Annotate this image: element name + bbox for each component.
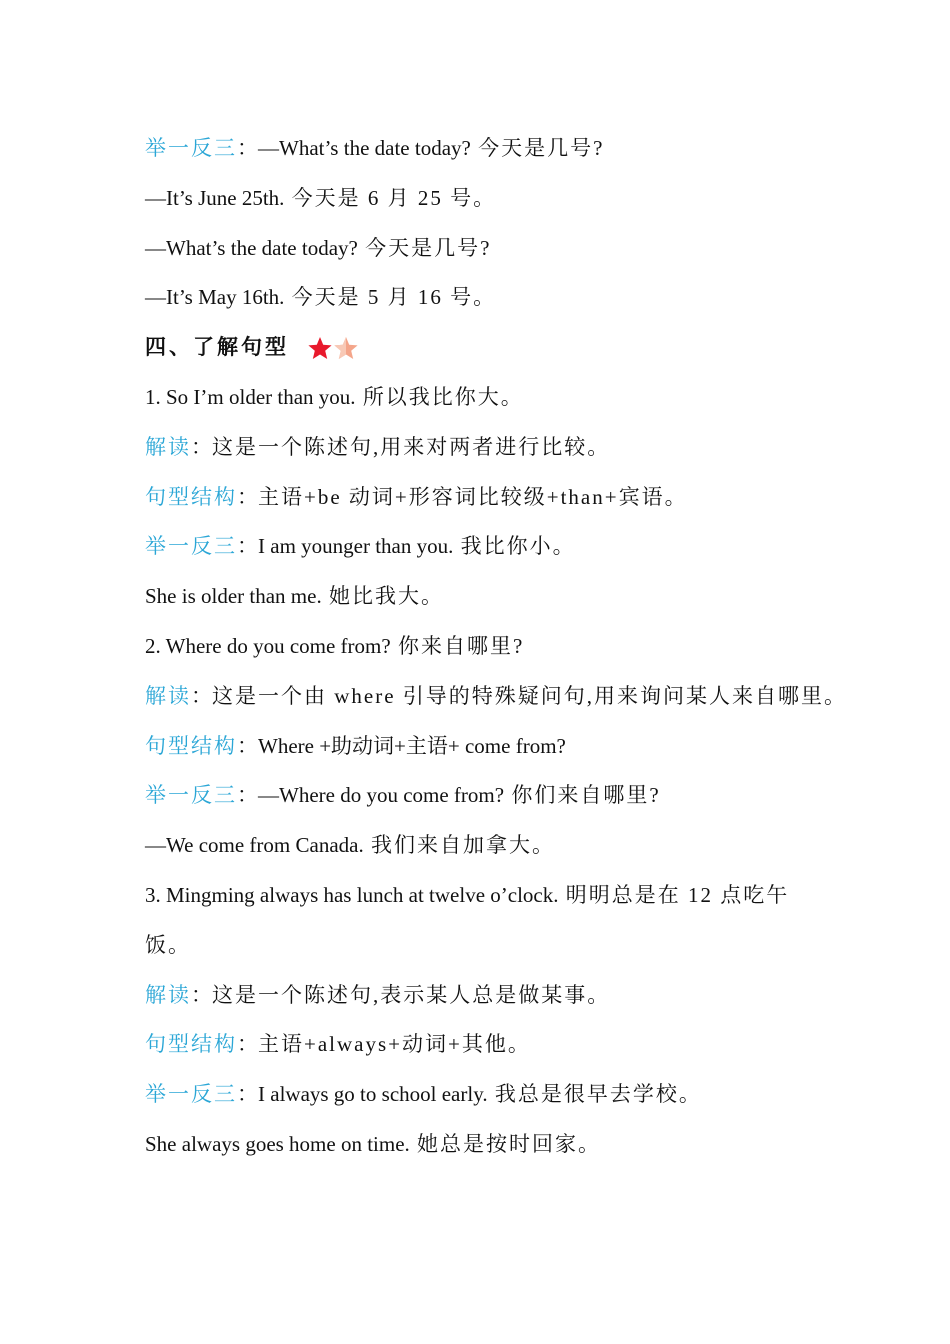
explanation-line — [145, 423, 825, 473]
chinese-text: 今天是几号? — [357, 235, 492, 260]
separator: ： — [191, 434, 212, 459]
label-explanation: 解读 — [145, 434, 191, 459]
structure-line — [145, 473, 825, 523]
chinese-text: 我总是很早去学校。 — [487, 1082, 702, 1107]
label-practice: 举一反三 — [145, 136, 237, 160]
structure-line — [145, 1020, 825, 1070]
label-structure: 句型结构 — [145, 484, 237, 509]
separator: ： — [237, 783, 258, 808]
star-filled-icon — [307, 336, 333, 360]
chinese-text: 我们来自加拿大。 — [363, 833, 555, 858]
example-line — [145, 572, 825, 622]
english-text: I am younger than you. — [258, 534, 454, 559]
example-line — [145, 1070, 825, 1120]
sentence-line — [145, 373, 825, 423]
english-text: —We come from Canada. — [145, 833, 364, 858]
english-text: I always go to school early. — [258, 1082, 488, 1107]
label-explanation: 解读 — [145, 982, 191, 1007]
chinese-text: 饭。 — [145, 932, 191, 957]
example-line — [145, 124, 825, 174]
example-line — [145, 1120, 825, 1170]
chinese-text: 她总是按时回家。 — [409, 1131, 602, 1156]
label-practice: 举一反三 — [145, 1082, 237, 1107]
chinese-text: 主语+always+动词+其他。 — [258, 1032, 531, 1057]
separator: ： — [191, 982, 212, 1007]
chinese-text: 这是一个陈述句,表示某人总是做某事。 — [212, 982, 611, 1007]
english-text: She is older than me. — [145, 584, 322, 609]
section-heading — [145, 323, 825, 373]
english-text: —Where do you come from? — [258, 783, 505, 808]
chinese-text: 这是一个陈述句,用来对两者进行比较。 — [212, 434, 611, 459]
explanation-line — [145, 971, 825, 1021]
separator: ： — [237, 534, 258, 559]
separator: ： — [237, 1082, 258, 1107]
example-line — [145, 174, 825, 224]
chinese-text: 她比我大。 — [321, 584, 444, 609]
chinese-text: 所以我比你大。 — [355, 384, 524, 409]
label-practice: 举一反三 — [145, 783, 237, 808]
separator: ： — [237, 136, 258, 160]
sentence-line — [145, 622, 825, 672]
example-line — [145, 224, 825, 274]
structure-line — [145, 722, 825, 772]
english-text: —It’s May 16th. — [145, 285, 285, 310]
chinese-text: 今天是 5 月 16 号。 — [284, 285, 497, 310]
chinese-text: 今天是 6 月 25 号。 — [284, 185, 497, 210]
separator: ： — [191, 683, 212, 708]
section-title: 四、了解句型 — [145, 335, 289, 360]
example-line — [145, 771, 825, 821]
english-text: 2. Where do you come from? — [145, 633, 391, 658]
english-text: —What’s the date today? — [258, 136, 471, 160]
example-line — [145, 821, 825, 871]
example-line — [145, 522, 825, 572]
explanation-line — [145, 672, 848, 722]
english-text: Where +助动词+主语+ come from? — [258, 733, 566, 758]
english-text: She always goes home on time. — [145, 1131, 410, 1156]
english-text: —It’s June 25th. — [145, 185, 285, 210]
star-half-icon — [333, 336, 359, 360]
sentence-line — [145, 871, 825, 921]
label-practice: 举一反三 — [145, 534, 237, 559]
sentence-line-continued — [145, 921, 825, 971]
chinese-text: 这是一个由 where 引导的特殊疑问句,用来询问某人来自哪里。 — [212, 683, 848, 708]
separator: ： — [237, 484, 258, 509]
label-explanation: 解读 — [145, 683, 191, 708]
document-page — [145, 124, 848, 1170]
chinese-text: 我比你小。 — [453, 534, 576, 559]
chinese-text: 你们来自哪里? — [504, 783, 661, 808]
english-text: —What’s the date today? — [145, 235, 358, 260]
separator: ： — [237, 1032, 258, 1057]
label-structure: 句型结构 — [145, 1032, 237, 1057]
english-text: 3. Mingming always has lunch at twelve o’clock. — [145, 882, 559, 907]
chinese-text: 今天是几号? — [470, 136, 605, 160]
chinese-text: 主语+be 动词+形容词比较级+than+宾语。 — [258, 484, 688, 509]
label-structure: 句型结构 — [145, 733, 237, 758]
separator: ： — [237, 733, 258, 758]
english-text: 1. So I’m older than you. — [145, 384, 356, 409]
chinese-text: 明明总是在 12 点吃午 — [558, 882, 790, 907]
chinese-text: 你来自哪里? — [390, 633, 525, 658]
example-line — [145, 273, 825, 323]
difficulty-stars — [307, 321, 359, 371]
